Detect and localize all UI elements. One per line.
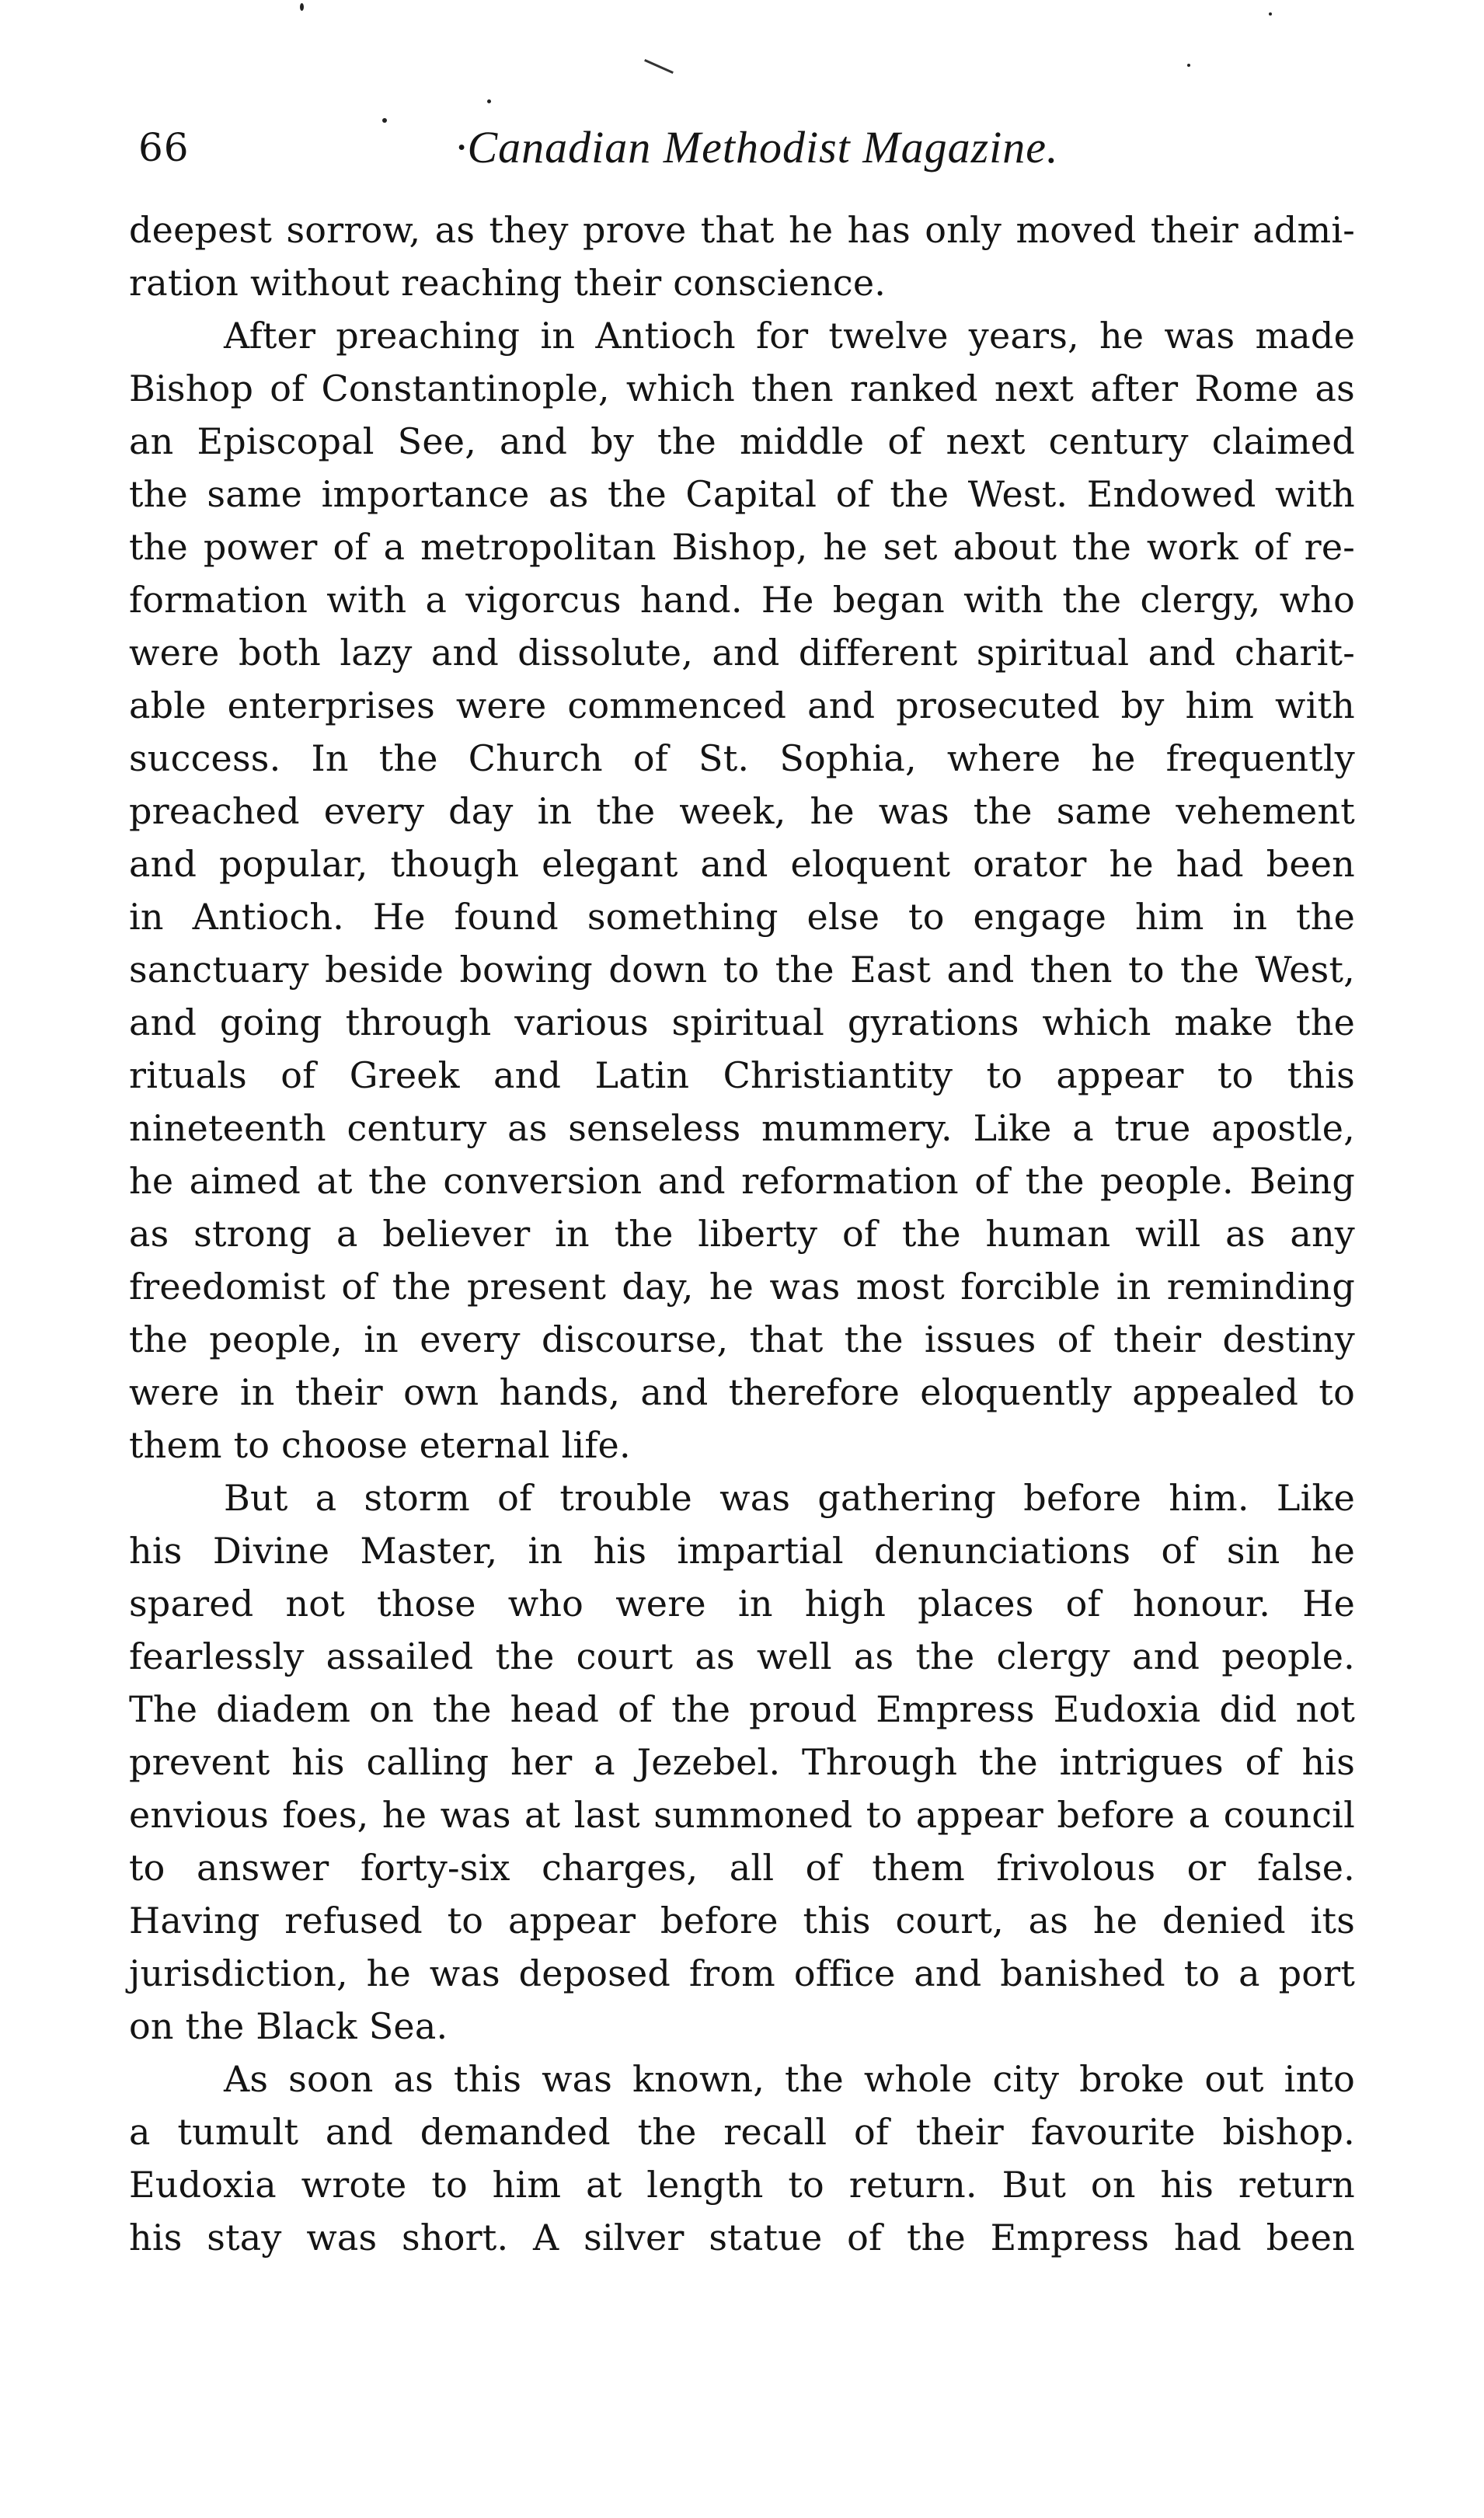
text-line: an Episcopal See, and by the middle of next century claimed (129, 420, 1355, 462)
page-number: 66 (138, 125, 190, 170)
text-line: preached every day in the week, he was the same vehement (129, 790, 1355, 832)
text-line: prevent his calling her a Jezebel. Through the intrigues of his (129, 1741, 1355, 1783)
text-line: in Antioch. He found something else to engage him in the (129, 896, 1355, 938)
text-line: nineteenth century as senseless mummery. Like a true apostle, (129, 1107, 1355, 1149)
paragraph (129, 204, 1355, 309)
text-line: envious foes, he was at last summoned to appear before a council (129, 1794, 1355, 1836)
text-line: he aimed at the conversion and reformation of the people. Being (129, 1160, 1355, 1202)
text-line: But a storm of trouble was gathering before him. Like (224, 1477, 1355, 1519)
print-speck (487, 99, 491, 103)
text-line: the power of a metropolitan Bishop, he set about the work of re- (129, 526, 1355, 568)
text-line: The diadem on the head of the proud Empress Eudoxia did not (129, 1688, 1355, 1730)
text-line: Having refused to appear before this court, as he denied its (129, 1900, 1355, 1942)
text-line: the people, in every discourse, that the issues of their destiny (129, 1318, 1355, 1360)
text-line: success. In the Church of St. Sophia, where he frequently (129, 737, 1355, 779)
text-line: able enterprises were commenced and prosecuted by him with (129, 684, 1355, 726)
paragraph (129, 1471, 1355, 2053)
text-line: them to choose eternal life. (129, 1424, 631, 1466)
text-line: spared not those who were in high places of honour. He (129, 1583, 1355, 1625)
text-line: After preaching in Antioch for twelve years, he was made (224, 315, 1355, 357)
text-line: were in their own hands, and therefore eloquently appealed to (129, 1371, 1355, 1413)
text-line: as strong a believer in the liberty of the human will as any (129, 1213, 1355, 1255)
print-speck (1269, 12, 1272, 16)
text-line: a tumult and demanded the recall of their favourite bishop. (129, 2111, 1355, 2153)
running-title: ·Canadian Methodist Magazine. (455, 122, 1059, 172)
print-speck (300, 3, 304, 11)
body-text (129, 204, 1355, 2264)
text-line: deepest sorrow, as they prove that he has only moved their admi- (129, 209, 1355, 251)
paragraph (129, 2053, 1355, 2264)
text-line: his Divine Master, in his impartial denunciations of sin he (129, 1530, 1355, 1572)
text-line: As soon as this was known, the whole city broke out into (224, 2058, 1355, 2100)
text-line: Bishop of Constantinople, which then ranked next after Rome as (129, 367, 1355, 409)
text-line: were both lazy and dissolute, and different spiritual and charit- (129, 632, 1355, 674)
running-header (129, 117, 1364, 179)
text-line: and popular, though elegant and eloquent orator he had been (129, 843, 1355, 885)
text-line: to answer forty-six charges, all of them frivolous or false. (129, 1847, 1355, 1889)
text-line: Eudoxia wrote to him at length to return. But on his return (129, 2164, 1355, 2206)
text-line: formation with a vigorcus hand. He began with the clergy, who (129, 579, 1355, 621)
text-line: fearlessly assailed the court as well as the clergy and people. (129, 1635, 1355, 1677)
text-line: ration without reaching their conscience. (129, 262, 887, 304)
text-line: rituals of Greek and Latin Christiantity to appear to this (129, 1054, 1355, 1096)
print-speck (1187, 64, 1190, 67)
text-line: on the Black Sea. (129, 2005, 448, 2047)
print-speck (644, 59, 674, 74)
text-line: and going through various spiritual gyrations which make the (129, 1001, 1355, 1043)
text-line: freedomist of the present day, he was most forcible in reminding (129, 1266, 1355, 1308)
text-line: sanctuary beside bowing down to the East and then to the West, (129, 949, 1355, 991)
text-line: jurisdiction, he was deposed from office and banished to a port (129, 1952, 1355, 1994)
text-line: the same importance as the Capital of the West. Endowed with (129, 473, 1355, 515)
text-line: his stay was short. A silver statue of the Empress had been (129, 2217, 1355, 2259)
paragraph (129, 309, 1355, 1471)
